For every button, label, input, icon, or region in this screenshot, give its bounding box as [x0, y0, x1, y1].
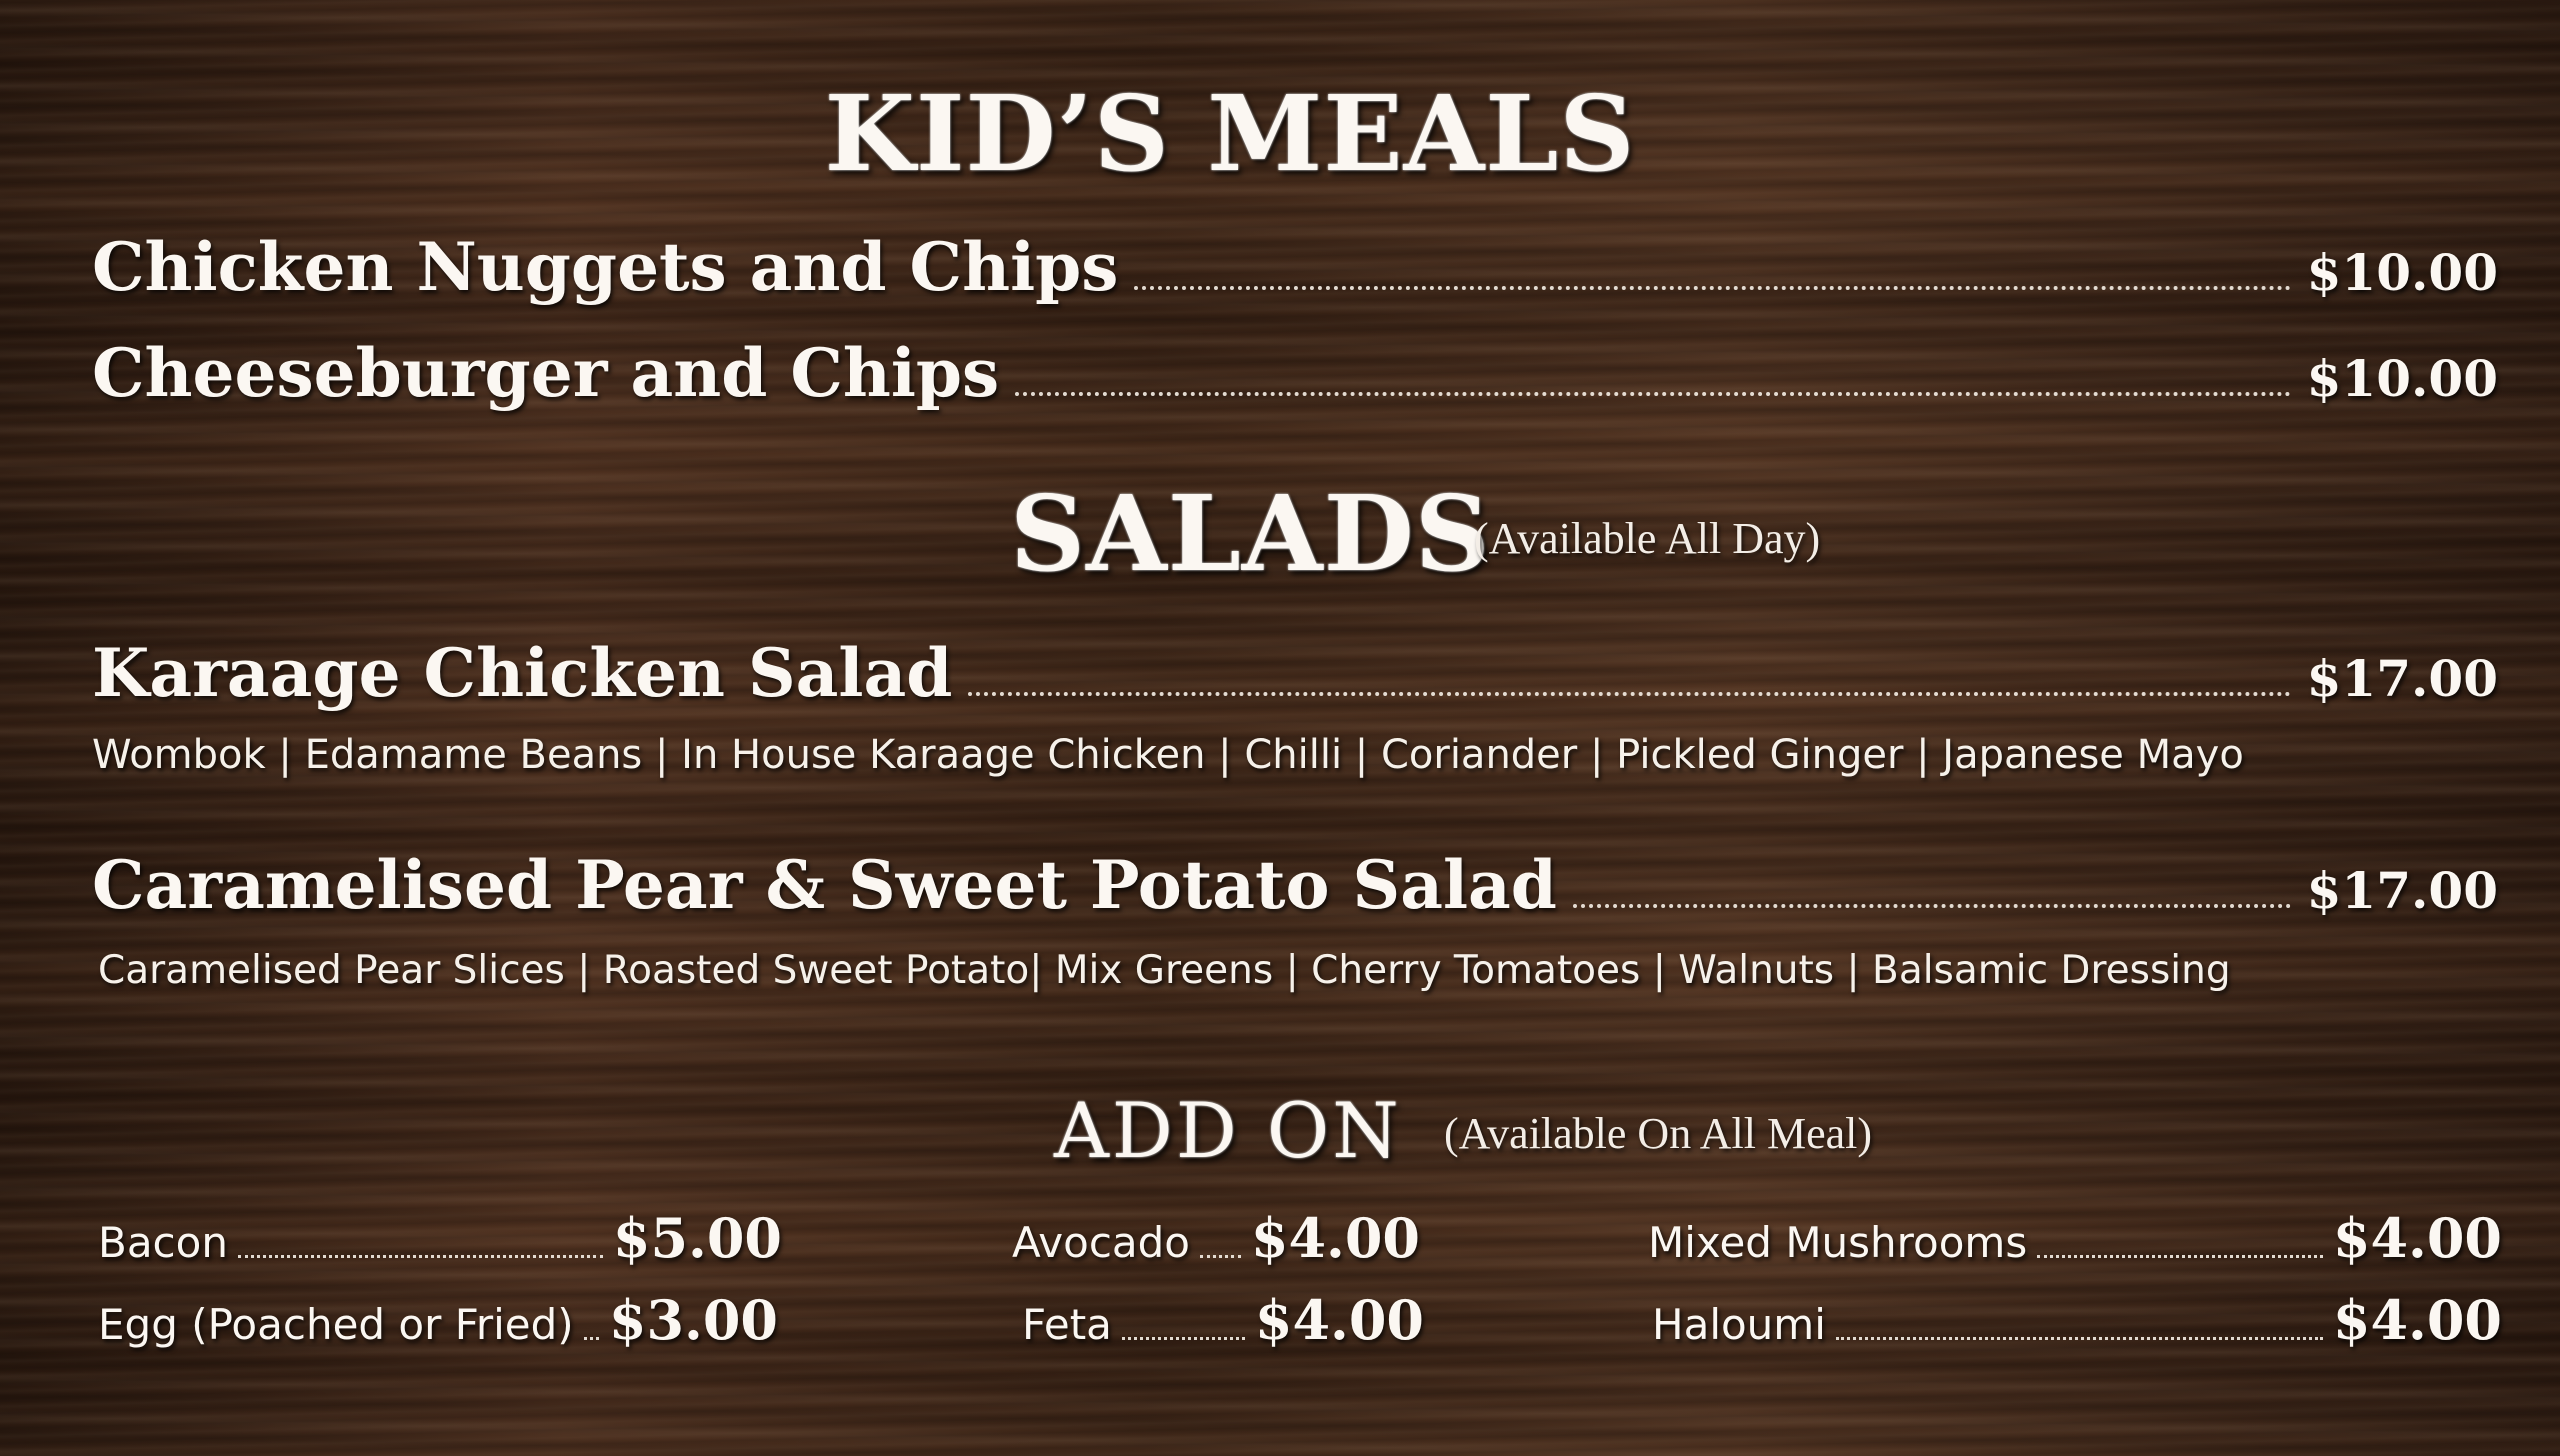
item-name: Caramelised Pear & Sweet Potato Salad — [92, 846, 1557, 924]
item-price: $10.00 — [2306, 349, 2498, 408]
addon-name: Feta — [1022, 1300, 1112, 1349]
addon-item-egg — [98, 1288, 778, 1352]
dot-leader — [584, 1337, 599, 1340]
salads-heading: SALADS — [1010, 472, 1491, 595]
item-price: $17.00 — [2306, 649, 2498, 708]
item-price: $17.00 — [2306, 861, 2498, 920]
addon-price: $4.00 — [2332, 1206, 2502, 1270]
addon-item-bacon — [98, 1206, 782, 1270]
addon-price: $4.00 — [2332, 1288, 2502, 1352]
addon-item-feta — [1022, 1288, 1424, 1352]
addon-item-mixed-mushrooms — [1648, 1206, 2502, 1270]
addon-price: $4.00 — [1254, 1288, 1424, 1352]
addon-price: $4.00 — [1250, 1206, 1420, 1270]
dot-leader — [1122, 1337, 1245, 1340]
menu-item-chicken-nuggets — [92, 228, 2498, 306]
dot-leader — [238, 1255, 603, 1258]
addon-price: $3.00 — [608, 1288, 778, 1352]
addon-name: Avocado — [1012, 1218, 1191, 1267]
menu-item-karaage-salad — [92, 634, 2498, 712]
addon-item-avocado — [1012, 1206, 1420, 1270]
dot-leader — [2037, 1255, 2323, 1258]
karaage-salad-description: Wombok | Edamame Beans | In House Karaage Chicken | Chilli | Coriander | Pickled Ginger | Japanese Mayo — [92, 732, 2244, 778]
pear-salad-description: Caramelised Pear Slices | Roasted Sweet Potato| Mix Greens | Cherry Tomatoes | Walnuts | Balsamic Dressing — [98, 948, 2231, 993]
menu-item-cheeseburger — [92, 334, 2498, 412]
add-on-heading: ADD ON — [1054, 1086, 1402, 1175]
dot-leader — [1836, 1337, 2323, 1340]
add-on-availability: (Available On All Meal) — [1444, 1109, 1873, 1158]
addon-name: Haloumi — [1652, 1300, 1826, 1349]
item-name: Cheeseburger and Chips — [92, 334, 1000, 412]
salads-availability: (Available All Day) — [1474, 514, 1821, 563]
dot-leader — [1200, 1255, 1241, 1258]
addon-name: Egg (Poached or Fried) — [98, 1300, 574, 1349]
kids-meals-heading: KID’S MEALS — [824, 72, 1636, 195]
addon-name: Bacon — [98, 1218, 228, 1267]
dot-leader — [1015, 392, 2290, 396]
dot-leader — [1573, 904, 2291, 908]
dot-leader — [968, 692, 2290, 696]
addon-price: $5.00 — [612, 1206, 782, 1270]
menu-item-pear-sweet-potato-salad — [92, 846, 2498, 924]
addon-name: Mixed Mushrooms — [1648, 1218, 2028, 1267]
dot-leader — [1134, 286, 2290, 290]
addon-item-haloumi — [1652, 1288, 2502, 1352]
item-name: Karaage Chicken Salad — [92, 634, 953, 712]
item-price: $10.00 — [2306, 243, 2498, 302]
item-name: Chicken Nuggets and Chips — [92, 228, 1119, 306]
